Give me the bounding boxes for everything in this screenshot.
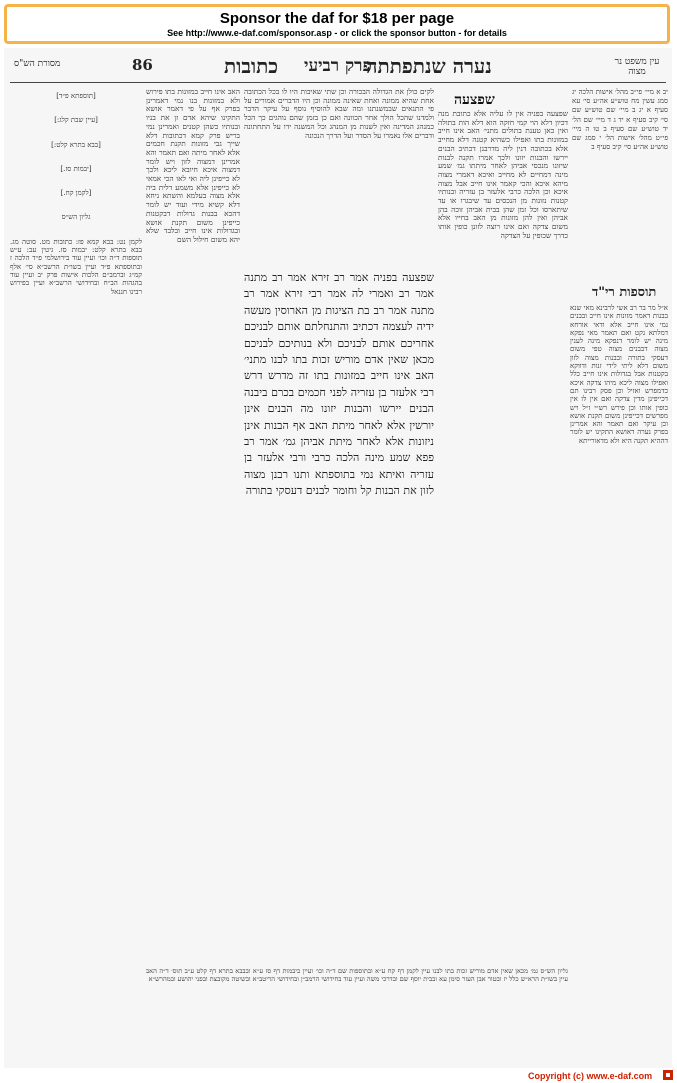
talmud-page bbox=[4, 48, 672, 1068]
margin-note: [יבמות סז.] bbox=[60, 164, 92, 173]
tosfot-rid-column bbox=[570, 304, 668, 1064]
margin-note: [לקמן קח.] bbox=[60, 189, 92, 198]
ein-mishpat-column bbox=[572, 88, 668, 264]
margin-note: [בבא בתרא קלט:] bbox=[51, 140, 101, 149]
rashi-opening-word: שפצעה bbox=[454, 92, 495, 108]
tosfot-rid-heading: תוספות רי"ד bbox=[592, 285, 657, 300]
page-header bbox=[4, 54, 672, 80]
rashi-column bbox=[438, 88, 568, 968]
header-divider bbox=[10, 82, 666, 83]
margin-note: [עיין שבת קלג:] bbox=[54, 116, 98, 125]
sponsor-banner[interactable] bbox=[4, 4, 670, 44]
masoret-hashas-column bbox=[10, 88, 142, 1063]
gemara-top-text: לקים כולן את הגדולה הבכורה וכן שתי שאיבות היו לו בכל הכתובה אחת שהיא ממונה ואחת שאינה ממונה וכן היו הדברים אמורים על פי התנאים שבמשנתנו ומה שבא להוסיף נוסף על עיקר הדבר ולמדנו שהכל הולך אחר הכוונה ואם כן בזמן שהם נוהגים כך הכל כמנהג המדינה ואין לשנות מן המנהג וכל המשנה ידו על התחתונה ודברים אלו נאמרו על הסדר ועל הדרך הנכונה bbox=[244, 88, 434, 140]
footnotes-section bbox=[146, 968, 568, 1060]
gemara-column bbox=[244, 270, 434, 885]
tractate-title: כתובות bbox=[224, 54, 279, 78]
page-number: 86 bbox=[132, 56, 153, 74]
ein-mishpat-text: יב א מיי׳ פי״ב מהל׳ אישות הלכה יג סמג עשין מח טוש״ע אה״ע סי׳ עא סעיף א יג ב מיי׳ שם טוש״ע שם סי׳ קיב סעיף א יד ג ד מיי׳ שם הל׳ יד טוש״ע שם סעיף ב טו ה מיי׳ פי״ט מהל׳ אישות הל׳ י סמג שם טוש״ע אה״ע סי׳ קיב סעיף ב bbox=[572, 88, 668, 152]
corner-logo-icon bbox=[663, 1070, 673, 1080]
sponsor-subtitle[interactable]: See http://www.e-daf.com/sponsor.asp - or click the sponsor button - for details bbox=[167, 28, 507, 38]
chapter-label: פרק רביעי bbox=[304, 56, 372, 76]
footnotes-text: גליון הש״ס גמ׳ מכאן שאין אדם מוריש זכות בתו לבנו עיין לקמן דף קח ע״א ובתוספות שם ד״ה וכו׳ ועיין ביבמות דף סז ע״א ובבבא בתרא דף קלט ע״ב תוס׳ ד״ה האב עיין בשו״ת הרא״ש כלל יז ובטור אבן העזר סימן עא ובבית יוסף שם ובדרכי משה ועיין עוד בחידושי הרמב״ן ובחידושי הריטב״א ובשיטה מקובצת ובפני יהושע ובמהרש״א bbox=[146, 968, 568, 983]
rashi-text: שפצעה בפניה אין לו עליה אלא כתובת מנה דכיון דלא הוי קמי חזקה הוא דלא הות בתולה ואין כאן טענת בתולים מתני׳ האב אינו חייב במזונות בתו ואפילו כשהיא קטנה דלא מחייב אלא בכתובה דנין ליה מדרבנן דכתיב הבנים יירשו והבנות יזונו ולכך אמרו תקנה לבנות שיזונו מנכסי אביהן לאחר מיתתו גמ׳ שמע מינה דמחיים לא מחייב ואיכא דאמרי מצוה מיהא איכא והכי קאמר אינו חייב אבל מצוה איכא וכן הלכה כרבי אלעזר בן עזריה ובנותיו קטנות נזונות מן הנכסים עד שיבגרו או עד שיתארסו וכל זמן שהן בבית אביהן זוכה בהן אביהן ואין להן מזונות מן האב בחייו אלא משום צדקה ואם אינו רוצה לזונן כופין אותו כדרך שכופין על הצדקה bbox=[438, 109, 568, 240]
margin-note: [תוספתא פ״ד] bbox=[56, 92, 96, 100]
masoret-label: מסורת הש"ס bbox=[14, 59, 61, 69]
tosafot-column bbox=[146, 88, 240, 968]
tosafot-text: האב אינו חייב במזונות בתו פירוש ולא במזונות בנו נמי דאמרינן בפרק אף על פי דאמר אושא התקינו שיהא אדם זן את בניו ובנותיו כשהן קטנים ואמרינן נמי בריש פרק קמא דכתובות דלא שייך גבי מזונות תקנת חכמים אלא לאחר מיתה ואם תאמר והא אמרינן דמצוה לזון ויש לומר דמצוה איכא חיובא ליכא ולכך לא כייפינן ליה ואי לאו הכי אמאי לא כייפינן אלא משמע דלית ביה אלא מצוה בעלמא והשתא ניחא דלא קשיא מידי ועוד יש לומר דהכא בבנות גדולות דבקטנות כייפינן משום תקנת אושא ובגדולות אינו חייב ובלבד שלא יהא משום חילול השם bbox=[146, 88, 240, 244]
gemara-top-commentary bbox=[244, 88, 434, 266]
page-heading: נערה שנתפתתה bbox=[366, 54, 492, 78]
copyright-link[interactable]: Copyright (c) www.e-daf.com bbox=[528, 1071, 653, 1081]
masoret-hashas-text: לקמן נט: בבא קמא פז: כתובות מט. סוטה מג. בבא בתרא קלט: יבמות סז. גיטין עב: ע״ש תוספות ד״ה וכו׳ ועיין עוד בירושלמי פ״ד הלכה ז ובתוספתא פ״ד ועיין בשו״ת הרשב״א סי׳ אלף קמ״ג וברמב״ם הלכות אישות פרק יב ועיין עוד בהגהות הב״ח ובחידושי הרשב״א ועיין בפירוש רבינו חננאל bbox=[10, 237, 142, 296]
ein-mishpat-label: עין משפט נר מצוה bbox=[614, 57, 660, 77]
sponsor-title[interactable]: Sponsor the daf for $18 per page bbox=[219, 10, 455, 27]
gemara-text: שפצעה בפניה אמר רב זירא אמר רב מתנה אמר רב ואמרי לה אמר רבי זירא אמר רב מתנה אמר רב בת הציגות מן הארוסין מעשה ידיה לעצמה דכתיב והתנחלתם אותם לבניכם אחריכם אותם לבניכם ולא בנותיכם לבניכם מכאן שאין אדם מוריש זכות בתו לבנו מתני׳ האב אינו חייב במזונות בתו זה מדרש דרש רבי אלעזר בן עזריה לפני חכמים בכרם ביבנה הבנים יירשו והבנות יזונו מה הבנים אינן יורשין אלא לאחר מיתת האב אף הבנות אינן ניזונות אלא לאחר מיתת אביהן גמ׳ אמר רב פפא שמע מינה הלכה כרבי ורבי אלעזר בן עזריה ואיתא נמי בתוספתא ותנו רבנן מצוה לזון את הבנות קל וחומר לבנים דעסקי בתורה bbox=[244, 271, 434, 498]
tosfot-rid-text: א״ל מר בר רב אשי לרבינא מאי שנא בבנות דאמר מזונות אינו חייב ובבנים נמי אינו חייב אלא ודאי אורחא דמלתא נקט ואם תאמר מאי נפקא מינה יש לומר דנפקא מינה לענין מצוה דבבנים מצוה טפי משום דעסקי בתורה ובבנות מצוה לזון משום דלא ליתי לידי זנות ודווקא בקטנות אבל בגדולות אינו חייב כלל ואפילו מצוה ליכא מיהו צדקה איכא כדמפרש ואזיל וכן פסק רבינו תם דכייפינן מדין צדקה ואם אין לו אין כופין אותו וכן פירש רש״י ז״ל ויש מפרשים דכייפינן משום תקנת אושא וכן עיקר ואם תאמר והא אמרינן בפרק נערה דאושא התקינו יש לומר דההיא תקנה היא ולא מדאורייתא bbox=[570, 304, 668, 445]
gilyon-hashas-heading: גליון הש״ס bbox=[61, 213, 91, 222]
